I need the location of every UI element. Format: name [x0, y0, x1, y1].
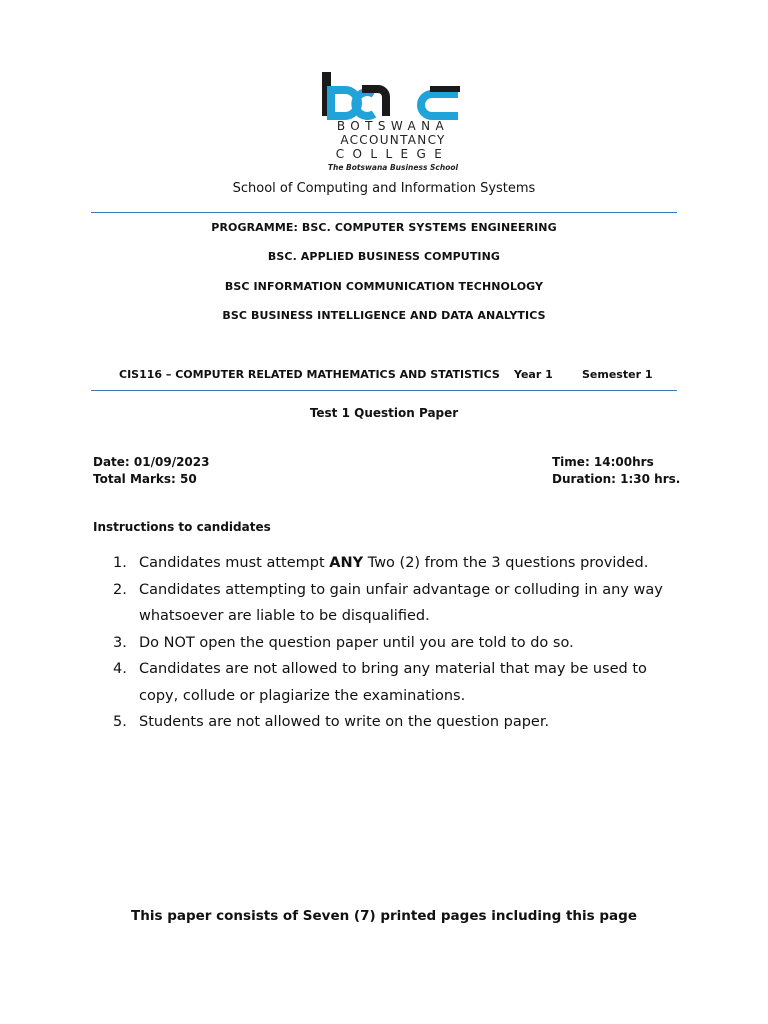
- logo-tagline: The Botswana Business School: [327, 163, 459, 172]
- instructions-heading: Instructions to candidates: [93, 520, 271, 534]
- instruction-text: Candidates attempting to gain unfair advantage or colluding in any way whatsoever are liable to be disqualified.: [139, 581, 663, 624]
- total-marks: Total Marks: 50: [93, 472, 197, 486]
- instruction-emphasis: ANY: [329, 555, 364, 571]
- page-count-note: This paper consists of Seven (7) printed pages including this page: [131, 908, 637, 924]
- exam-duration: Duration: 1:30 hrs.: [552, 472, 681, 486]
- programme-line-1: PROGRAMME: BSC. COMPUTER SYSTEMS ENGINEERING: [211, 221, 557, 234]
- school-name: School of Computing and Information Systems: [232, 181, 536, 196]
- instruction-number: 1.: [113, 555, 127, 571]
- instruction-item: [113, 709, 683, 736]
- course-semester: Semester 1: [582, 368, 653, 381]
- course-year: Year 1: [514, 368, 553, 381]
- college-logo: [318, 70, 468, 178]
- instruction-item: [113, 550, 683, 577]
- instruction-item: [113, 630, 683, 657]
- instruction-item: [113, 577, 683, 630]
- programme-line-2: BSC. APPLIED BUSINESS COMPUTING: [267, 250, 501, 263]
- instruction-number: 3.: [113, 634, 127, 651]
- test-title: Test 1 Question Paper: [309, 406, 459, 420]
- instruction-item: [113, 656, 683, 709]
- programme-line-4: BSC BUSINESS INTELLIGENCE AND DATA ANALYTICS: [222, 309, 546, 322]
- instruction-text: Candidates are not allowed to bring any material that may be used to copy, collude or plagiarize the examinations.: [139, 661, 647, 704]
- course-title: CIS116 – COMPUTER RELATED MATHEMATICS AND STATISTICS: [119, 368, 500, 381]
- instruction-number: 5.: [113, 714, 127, 730]
- instruction-text: Students are not allowed to write on the question paper.: [139, 714, 550, 730]
- instruction-number: 2.: [113, 581, 127, 598]
- divider-top: [91, 212, 677, 213]
- course-info-row: [91, 368, 677, 384]
- exam-time: Time: 14:00hrs: [552, 455, 654, 469]
- exam-date: Date: 01/09/2023: [93, 455, 210, 469]
- instruction-text-part: Candidates must attempt: [139, 555, 330, 571]
- divider-course: [91, 390, 677, 391]
- bac-logo-mark: [318, 70, 468, 120]
- instruction-text-part: Two (2) from the 3 questions provided.: [363, 555, 649, 571]
- logo-text-botswana: BOTSWANA: [336, 119, 450, 133]
- instructions-list: [113, 550, 683, 736]
- instruction-text: Do NOT open the question paper until you are told to do so.: [139, 634, 574, 651]
- programme-line-3: BSC INFORMATION COMMUNICATION TECHNOLOGY: [224, 280, 544, 293]
- logo-text-college: COLLEGE: [335, 147, 451, 161]
- instruction-number: 4.: [113, 661, 127, 677]
- logo-text-accountancy: ACCOUNTANCY: [340, 133, 446, 147]
